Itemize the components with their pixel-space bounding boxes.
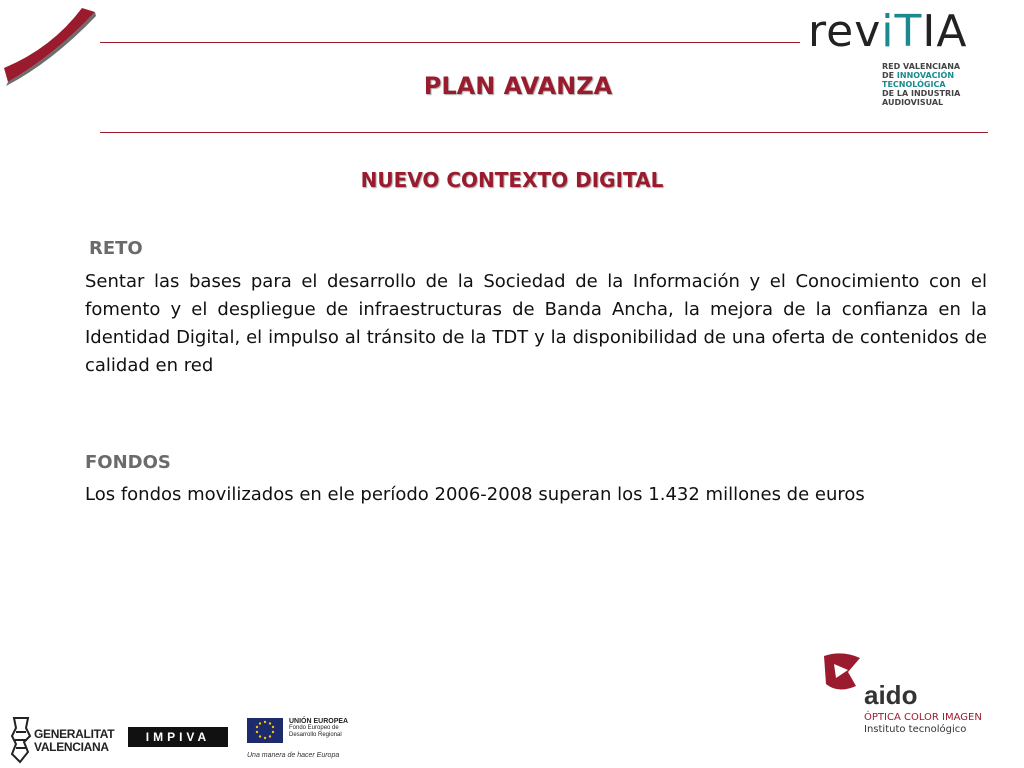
page-subtitle: NUEVO CONTEXTO DIGITAL: [360, 168, 664, 192]
header-rule-top: [100, 42, 800, 43]
generalitat-emblem-icon: [10, 716, 32, 764]
fondos-label: FONDOS: [85, 452, 171, 473]
page-title: PLAN AVANZA: [423, 72, 613, 100]
aido-line2: Instituto tecnológico: [864, 724, 967, 735]
aido-emblem-icon: [820, 652, 866, 692]
reto-label: RETO: [89, 238, 143, 259]
reto-text: Sentar las bases para el desarrollo de la Sociedad de la Información y el Conocimiento con el fomento y el despliegue de infraestructuras de Banda Ancha, la mejora de la confianza en la Identidad Digital, el impulso al tránsito de la TDT y la disponibilidad de una oferta de contenidos de calidad en red: [85, 271, 987, 376]
impiva-logo: IMPIVA: [128, 727, 228, 747]
aido-line1: ÓPTICA COLOR IMAGEN: [864, 712, 982, 723]
header-rule-bottom: [100, 132, 988, 133]
revitia-tagline: RED VALENCIANA DE INNOVACIÓN TECNOLÓGICA DE LA INDUSTRIA AUDIOVISUAL: [882, 62, 961, 107]
revitia-wordmark: reviTIA: [808, 6, 968, 57]
eu-text: UNIÓN EUROPEA Fondo Europeo de Desarrollo Regional: [289, 718, 349, 738]
eu-flag-icon: [247, 718, 283, 743]
eu-motto: Una manera de hacer Europa: [247, 752, 340, 759]
fondos-text: Los fondos movilizados en ele período 2006-2008 superan los 1.432 millones de euros: [85, 484, 865, 505]
aido-wordmark: aido: [864, 680, 918, 710]
generalitat-text: GENERALITAT VALENCIANA: [34, 727, 115, 754]
eu-logo: [247, 717, 367, 765]
